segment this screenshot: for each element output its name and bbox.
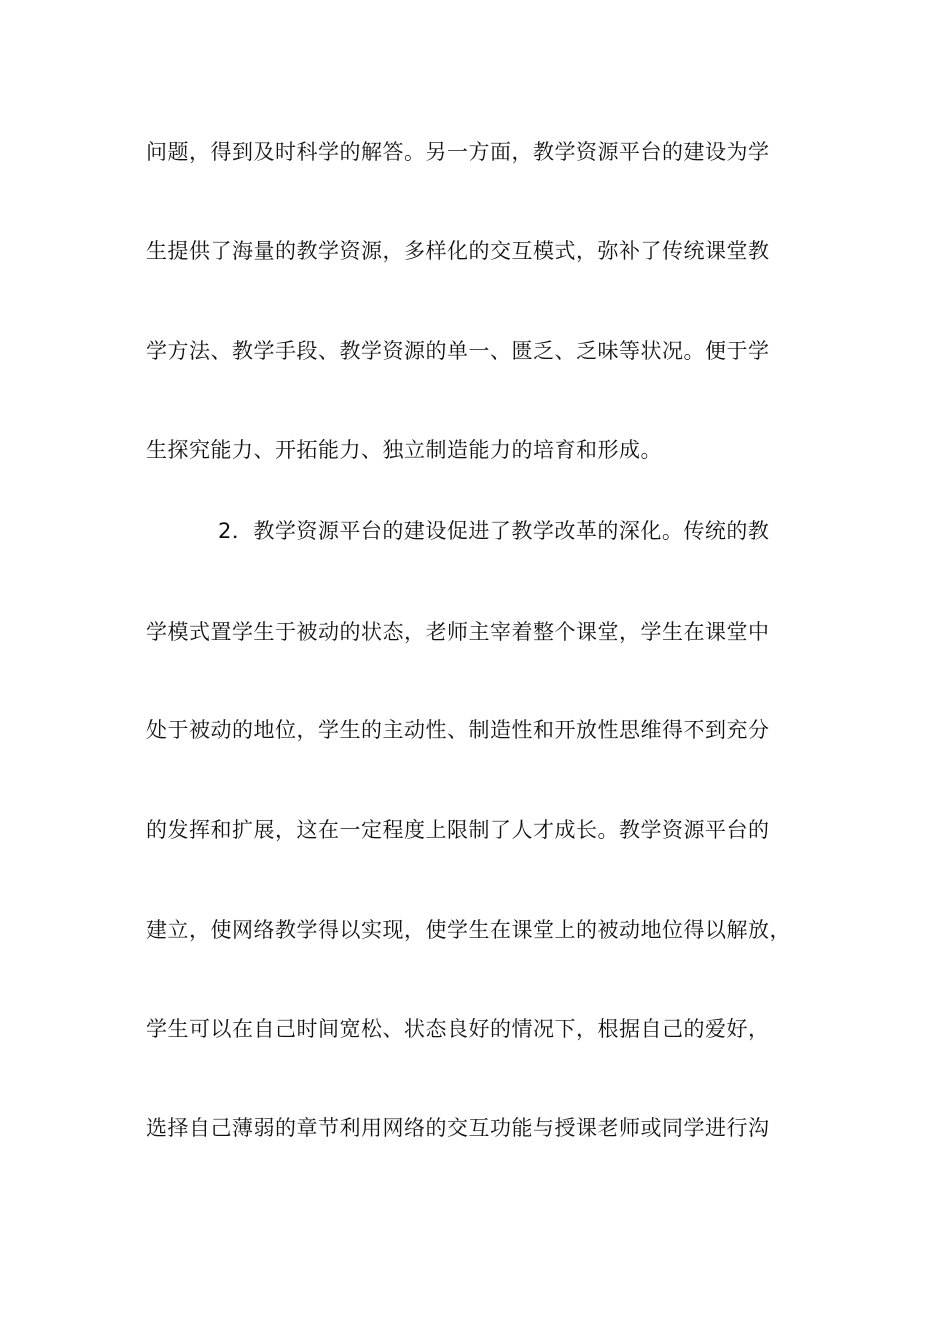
text-line: 生探究能力、开拓能力、独立制造能力的培育和形成。	[146, 438, 662, 462]
text-line: 处于被动的地位，学生的主动性、制造性和开放性思维得不到充分	[146, 718, 770, 742]
text-line: 问题，得到及时科学的解答。另一方面，教学资源平台的建设为学	[146, 140, 770, 164]
text-line: 学方法、教学手段、教学资源的单一、匮乏、乏味等状况。便于学	[146, 339, 770, 363]
text-line: 建立，使网络教学得以实现，使学生在课堂上的被动地位得以解放，	[146, 918, 791, 942]
text-line: 生提供了海量的教学资源，多样化的交互模式，弥补了传统课堂教	[146, 239, 770, 263]
paragraph-start-line: 2．教学资源平台的建设促进了教学改革的深化。传统的教	[218, 519, 770, 543]
text-line: 的发挥和扩展，这在一定程度上限制了人才成长。教学资源平台的	[146, 818, 770, 842]
text-line: 学生可以在自己时间宽松、状态良好的情况下，根据自己的爱好，	[146, 1017, 770, 1041]
text-line: 学模式置学生于被动的状态，老师主宰着整个课堂，学生在课堂中	[146, 620, 770, 644]
text-line: 选择自己薄弱的章节利用网络的交互功能与授课老师或同学进行沟	[146, 1116, 770, 1140]
